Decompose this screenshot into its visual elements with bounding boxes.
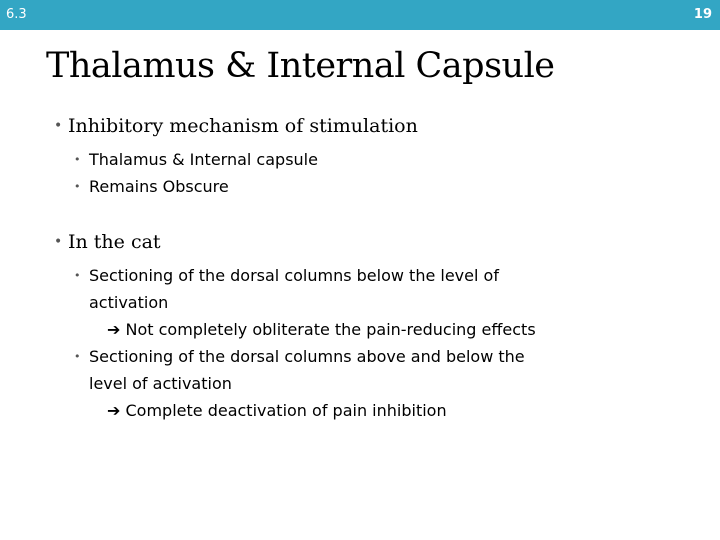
arrow-result (89, 316, 674, 343)
bullet-icon: • (74, 269, 81, 282)
bullet-icon: • (74, 350, 81, 363)
slide-title: Thalamus & Internal Capsule (46, 46, 555, 86)
sub-bullet (54, 343, 674, 424)
sub-bullet-text-line: activation (89, 293, 169, 312)
bullet-text: In the cat (68, 231, 161, 253)
right-arrow-icon: ➔ (107, 320, 121, 339)
arrow-result-text: Not completely obliterate the pain-reducing effects (125, 320, 536, 339)
sub-bullet (54, 173, 674, 200)
bullet-point (54, 112, 674, 140)
slide-body (54, 112, 674, 424)
bullet-point (54, 228, 674, 256)
sub-bullet-text-line: Sectioning of the dorsal columns above and below the (89, 347, 525, 366)
sub-bullet-text-line: level of activation (89, 374, 232, 393)
section-number: 6.3 (6, 7, 27, 22)
page-number: 19 (693, 7, 712, 22)
arrow-result-text: Complete deactivation of pain inhibition (125, 401, 447, 420)
sub-bullet-text: Remains Obscure (89, 177, 229, 196)
right-arrow-icon: ➔ (107, 401, 121, 420)
bullet-icon: • (74, 180, 81, 193)
sub-bullet (54, 262, 674, 343)
sub-bullet (54, 146, 674, 173)
header-bar (0, 0, 720, 30)
sub-bullet-text: Thalamus & Internal capsule (89, 150, 318, 169)
bullet-icon: • (54, 118, 63, 134)
bullet-icon: • (54, 234, 63, 250)
arrow-result (89, 397, 674, 424)
bullet-text: Inhibitory mechanism of stimulation (68, 115, 418, 137)
bullet-icon: • (74, 153, 81, 166)
sub-bullet-text-line: Sectioning of the dorsal columns below the level of (89, 266, 499, 285)
